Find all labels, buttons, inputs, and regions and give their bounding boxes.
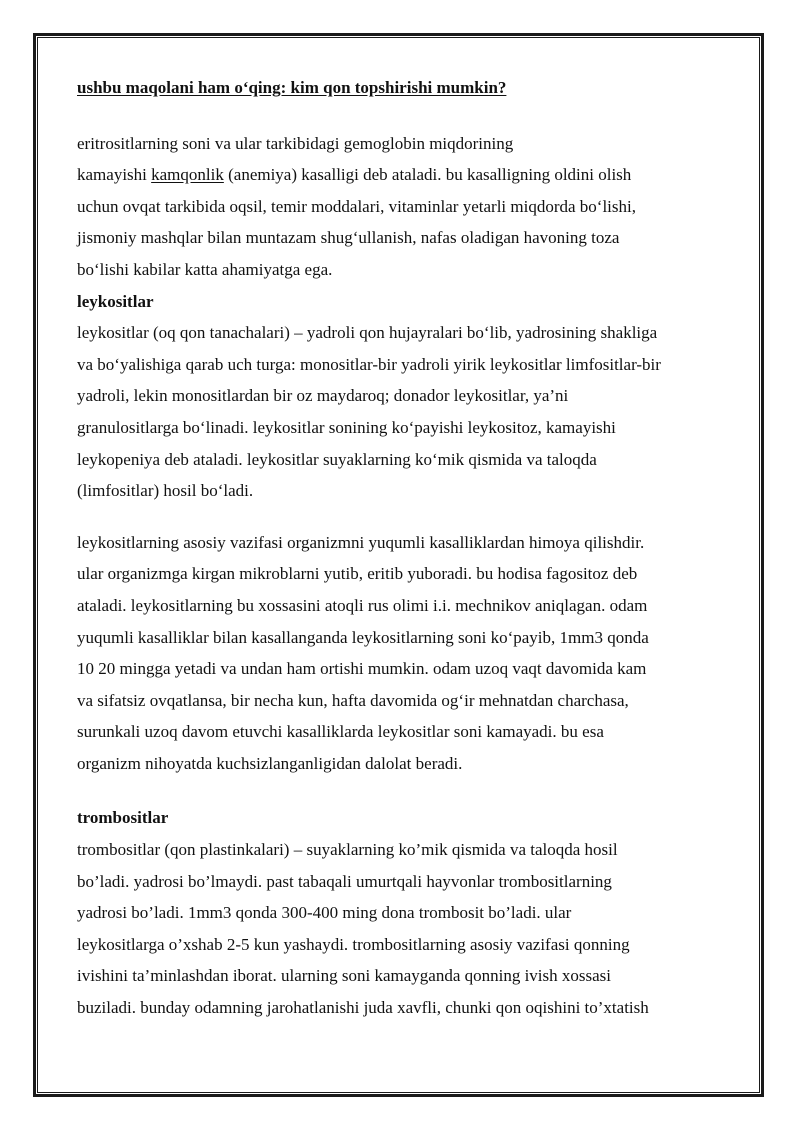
text-line: leykositlarning asosiy vazifasi organizmni yuqumli kasalliklardan himoya qilishdir. xyxy=(77,532,645,552)
text-line: bo‘lishi kabilar katta ahamiyatga ega. xyxy=(77,259,333,279)
spacer xyxy=(77,779,729,802)
spacer xyxy=(77,507,729,527)
text-line: ataladi. leykositlarning bu xossasini atoqli rus olimi i.i. mechnikov aniqlagan. odam xyxy=(77,595,648,615)
text-line: va sifatsiz ovqatlansa, bir necha kun, hafta davomida og‘ir mehnatdan charchasa, xyxy=(77,690,629,710)
text-line: leykositlar (oq qon tanachalari) – yadroli qon hujayralari bo‘lib, yadrosining shakliga xyxy=(77,323,658,343)
text-segment: kamayishi xyxy=(77,165,152,185)
text-line: uchun ovqat tarkibida oqsil, temir moddalari, vitaminlar yetarli miqdorda bo‘lishi, xyxy=(77,196,636,216)
document-body xyxy=(77,72,729,1024)
text-line: leykositlarga o’xshab 2-5 kun yashaydi. trombositlarning asosiy vazifasi qonning xyxy=(77,934,630,954)
text-line: bo’ladi. yadrosi bo’lmaydi. past tabaqali umurtqali hayvonlar trombositlarning xyxy=(77,871,612,891)
text-segment: (anemiya) kasalligi deb ataladi. bu kasalligning oldini olish xyxy=(223,165,632,185)
text-line: yuqumli kasalliklar bilan kasallanganda leykositlarning soni ko‘payib, 1mm3 qonda xyxy=(77,627,649,647)
spacer xyxy=(77,104,729,128)
text-line: ivishini ta’minlashdan iborat. ularning soni kamayganda qonning ivish xossasi xyxy=(77,966,612,986)
leukocytes-heading: leykositlar xyxy=(77,291,154,311)
text-line: surunkali uzoq davom etuvchi kasalliklarda leykositlar soni kamayadi. bu esa xyxy=(77,722,604,742)
text-line: buziladi. bunday odamning jarohatlanishi juda xavfli, chunki qon oqishini to’xtatish xyxy=(77,998,649,1018)
text-line: granulositlarga bo‘linadi. leykositlar sonining ko‘payishi leykositoz, kamayishi xyxy=(77,417,616,437)
text-line: organizm nihoyatda kuchsizlanganligidan dalolat beradi. xyxy=(77,753,463,773)
intro-paragraph xyxy=(77,128,729,286)
text-line: va bo‘yalishiga qarab uch turga: monositlar-bir yadroli yirik leykositlar limfositlar-bir xyxy=(77,354,661,374)
text-line: leykopeniya deb ataladi. leykositlar suyaklarning ko‘mik qismida va taloqda xyxy=(77,449,597,469)
text-line: jismoniy mashqlar bilan muntazam shug‘ullanish, nafas oladigan havoning toza xyxy=(77,228,620,248)
leukocytes-paragraph-2 xyxy=(77,527,729,780)
text-line: 10 20 mingga yetadi va undan ham ortishi mumkin. odam uzoq vaqt davomida kam xyxy=(77,659,647,679)
anemia-link[interactable]: kamqonlik xyxy=(151,165,224,185)
text-line: yadrosi bo’ladi. 1mm3 qonda 300-400 ming dona trombosit bo’ladi. ular xyxy=(77,903,572,923)
leukocytes-paragraph-1 xyxy=(77,317,729,507)
text-line: eritrositlarning soni va ular tarkibidagi gemoglobin miqdorining xyxy=(77,133,514,153)
text-line: (limfositlar) hosil bo‘ladi. xyxy=(77,481,254,501)
text-line: ular organizmga kirgan mikroblarni yutib, eritib yuboradi. bu hodisa fagositoz deb xyxy=(77,564,638,584)
thrombocytes-heading: trombositlar xyxy=(77,808,169,828)
thrombocytes-paragraph-1 xyxy=(77,834,729,1024)
text-line: yadroli, lekin monositlardan bir oz maydaroq; donador leykositlar, ya’ni xyxy=(77,386,569,406)
related-article-link[interactable]: ushbu maqolani ham o‘qing: kim qon topshirishi mumkin? xyxy=(77,78,507,97)
text-line: trombositlar (qon plastinkalari) – suyaklarning ko’mik qismida va taloqda hosil xyxy=(77,840,618,860)
text-line xyxy=(77,159,729,191)
